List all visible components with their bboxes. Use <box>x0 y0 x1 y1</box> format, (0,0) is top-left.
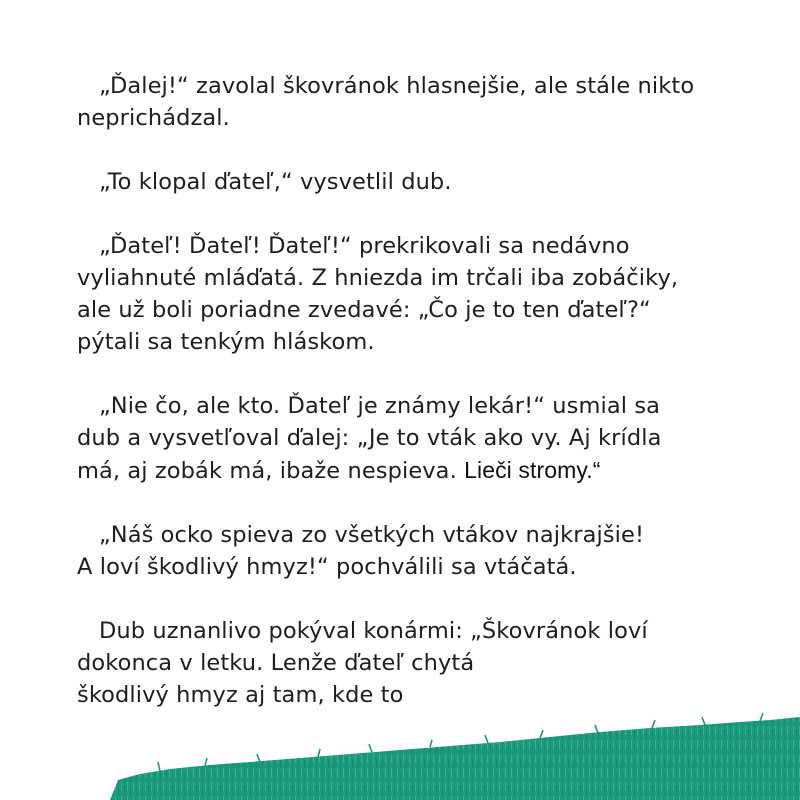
text-line: vyliahnuté mláďatá. Z hniezda im trčali iba zobáčiky, <box>77 265 679 291</box>
text-line: ale už boli poriadne zvedavé: „Čo je to ten ďateľ?“ <box>77 297 651 323</box>
emphasis-text: Lieči stromy.“ <box>464 457 601 483</box>
text-line: neprichádzal. <box>77 105 230 131</box>
paragraph-2 <box>77 166 727 198</box>
paragraph-5 <box>77 519 727 583</box>
grass-shape <box>110 717 800 800</box>
text-line: pýtali sa tenkým hláskom. <box>77 329 375 355</box>
text-line <box>77 454 727 487</box>
text-line: dokonca v letku. Lenže ďateľ chytá <box>77 650 475 676</box>
story-text <box>77 70 727 711</box>
paragraph-4 <box>77 390 727 487</box>
text-line: „To klopal ďateľ,“ vysvetlil dub. <box>99 169 452 195</box>
paragraph-1 <box>77 70 727 134</box>
paragraph-3 <box>77 230 727 358</box>
text-line: „Ďateľ! Ďateľ! Ďateľ!“ prekrikovali sa nedávno <box>99 233 630 259</box>
text-line: dub a vysvetľoval ďalej: „Je to vták ako vy. Aj krídla <box>77 425 662 451</box>
text-line: „Nie čo, ale kto. Ďateľ je známy lekár!“ usmial sa <box>99 393 661 419</box>
text-line: Dub uznanlivo pokýval konármi: „Škovránok loví <box>99 618 648 644</box>
text-fragment: má, aj zobák má, ibaže nespieva. <box>77 458 457 484</box>
text-line: „Náš ocko spieva zo všetkých vtákov najkrajšie! <box>99 522 645 548</box>
grass-strip-icon <box>0 670 800 800</box>
text-line: „Ďalej!“ zavolal škovránok hlasnejšie, ale stále nikto <box>99 73 695 99</box>
text-line: A loví škodlivý hmyz!“ pochválili sa vtáčatá. <box>77 554 577 580</box>
text-line: škodlivý hmyz aj tam, kde to <box>77 682 404 708</box>
